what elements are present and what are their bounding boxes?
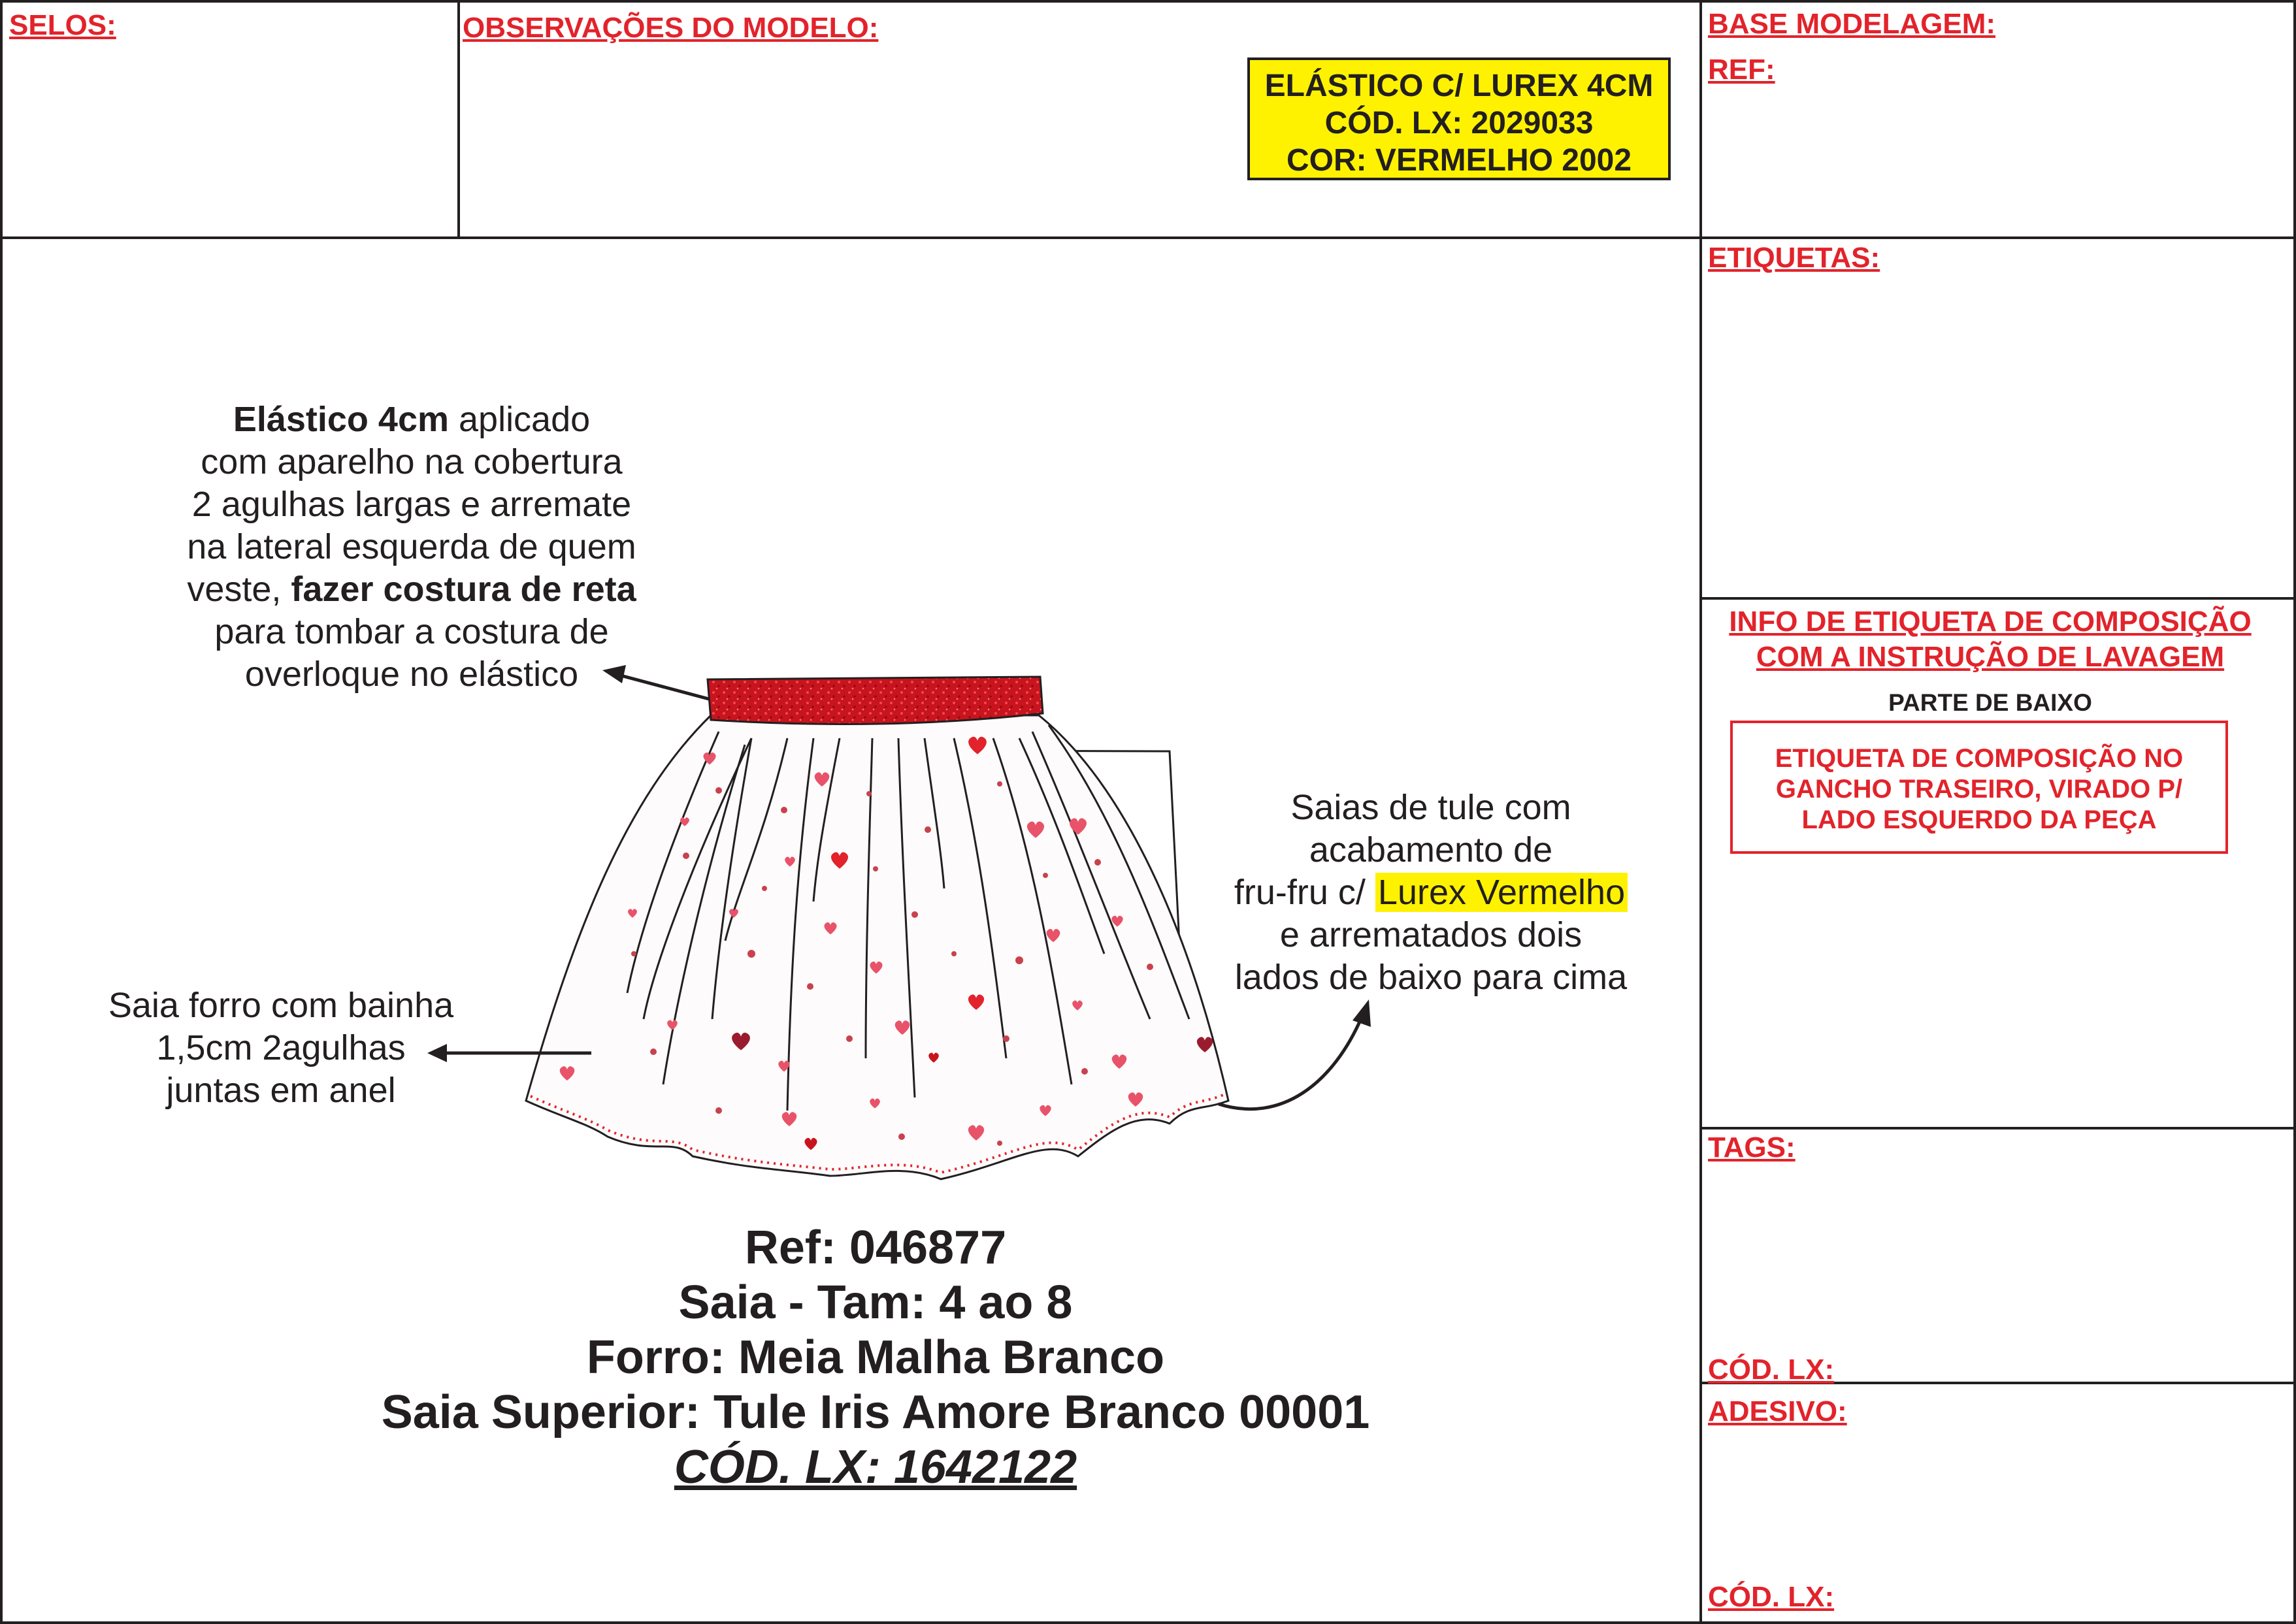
elastic-spec-line: ELÁSTICO C/ LUREX 4CM	[1264, 69, 1654, 103]
parte-label: PARTE DE BAIXO	[1888, 689, 2092, 716]
tulle-note-text: fru-fru c/	[1234, 873, 1375, 912]
elastic-note-line: overloque no elástico	[244, 655, 579, 694]
tulle-note-line: acabamento de	[1309, 830, 1553, 869]
lining-note-line: juntas em anel	[166, 1071, 396, 1110]
composition-box-line: LADO ESQUERDO DA PEÇA	[1801, 805, 2157, 834]
composition-box-line: ETIQUETA DE COMPOSIÇÃO NO	[1775, 744, 2184, 773]
lining-note-line: 1,5cm 2agulhas	[156, 1028, 406, 1067]
observacoes-label: OBSERVAÇÕES DO MODELO:	[463, 12, 879, 44]
etiquetas-label: ETIQUETAS:	[1708, 242, 1880, 274]
elastic-note-line: na lateral esquerda de quem	[187, 527, 636, 566]
lining-fabric: Forro: Meia Malha Branco	[586, 1331, 1165, 1384]
fabric-code: CÓD. LX: 1642122	[674, 1441, 1077, 1493]
composition-info-title-line: INFO DE ETIQUETA DE COMPOSIÇÃO	[1729, 606, 2252, 638]
elastic-spec-line: CÓD. LX: 2029033	[1324, 106, 1594, 140]
composition-box-line: GANCHO TRASEIRO, VIRADO P/	[1775, 775, 2183, 804]
lurex-highlight: Lurex Vermelho	[1375, 873, 1628, 912]
elastic-note-line: 2 agulhas largas e arremate	[191, 485, 632, 524]
size-range: Saia - Tam: 4 ao 8	[678, 1276, 1073, 1329]
ref-number: Ref: 046877	[744, 1222, 1007, 1274]
elastic-note-text: veste,	[187, 570, 291, 609]
cod-lx-label: CÓD. LX:	[1708, 1581, 1835, 1613]
adesivo-label: ADESIVO:	[1708, 1395, 1847, 1427]
elastic-note-line: para tombar a costura de	[214, 612, 609, 651]
tulle-note-line: e arrematados dois	[1279, 915, 1583, 954]
elastic-note-bold: fazer costura de reta	[291, 570, 636, 609]
base-modelagem-label: BASE MODELAGEM:	[1708, 8, 1995, 40]
upper-fabric: Saia Superior: Tule Iris Amore Branco 00001	[381, 1386, 1370, 1438]
composition-info-title-line: COM A INSTRUÇÃO DE LAVAGEM	[1756, 641, 2225, 673]
tulle-note-line: Saias de tule com	[1290, 788, 1571, 827]
tags-label: TAGS:	[1708, 1131, 1796, 1163]
elastic-spec-line: COR: VERMELHO 2002	[1286, 143, 1632, 178]
spec-block	[287, 1220, 1464, 1495]
waistband	[708, 677, 1043, 724]
lining-note-line: Saia forro com bainha	[108, 986, 454, 1025]
ref-label: REF:	[1708, 54, 1775, 86]
elastic-note-bold: Elástico 4cm	[233, 400, 449, 439]
elastic-note-text: aplicado	[449, 400, 591, 439]
cod-lx-label: CÓD. LX:	[1708, 1354, 1835, 1386]
tulle-note-line: lados de baixo para cima	[1234, 958, 1628, 997]
elastic-note-line: com aparelho na cobertura	[201, 442, 623, 481]
selos-label: SELOS:	[9, 9, 116, 41]
